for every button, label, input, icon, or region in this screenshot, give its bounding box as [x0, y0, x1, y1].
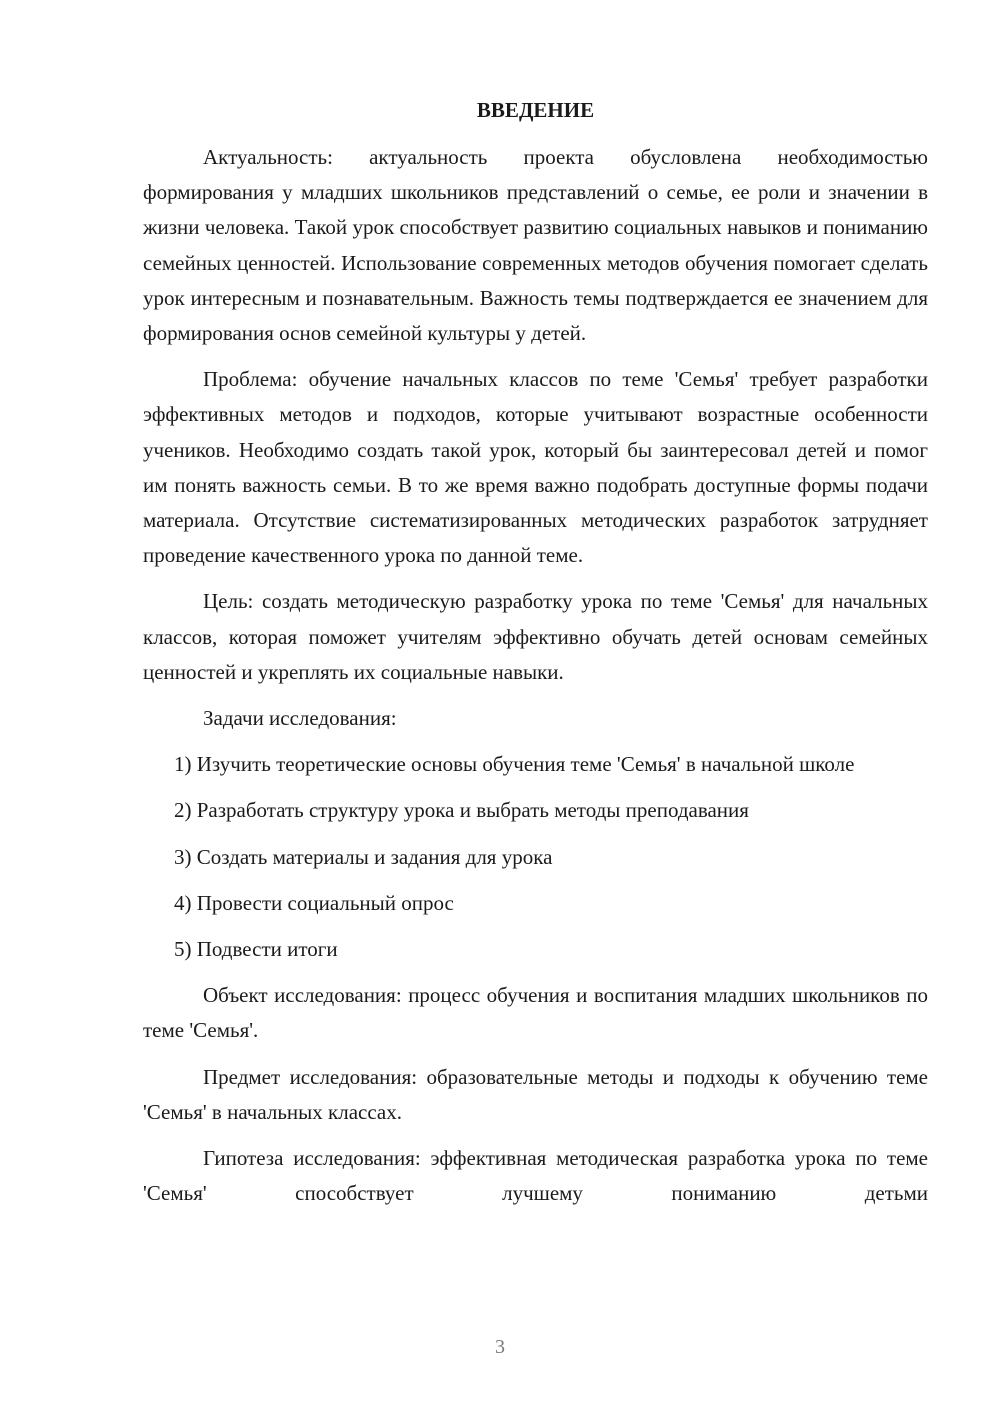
task-item-3: 3) Создать материалы и задания для урока — [174, 844, 553, 869]
paragraph-goal: Цель: создать методическую разработку урока по теме 'Семья' для начальных классов, которая поможет учителям эффективно обучать детей основам семейных ценностей и укреплять их социальные навыки. — [143, 589, 928, 684]
document-page — [143, 92, 928, 1222]
paragraph-problem: Проблема: обучение начальных классов по теме 'Семья' требует разработки эффективных методов и подходов, которые учитывают возрастные особенности учеников. Необходимо создать такой урок, который бы заинтересовал детей и помог им понять важность семьи. В то же время важно подобрать доступные формы подачи материала. Отсутствие систематизированных методических разработок затрудняет проведение качественного урока по данной теме. — [143, 367, 928, 568]
task-item-5: 5) Подвести итоги — [174, 937, 338, 962]
paragraph-subject: Предмет исследования: образовательные методы и подходы к обучению теме 'Семья' в начальных классах. — [143, 1064, 928, 1124]
page-number: 3 — [495, 1336, 505, 1358]
paragraph-hypothesis: Гипотеза исследования: эффективная методическая разработка урока по теме 'Семья' способствует лучшему пониманию детьми — [143, 1146, 928, 1206]
task-item-2: 2) Разработать структуру урока и выбрать методы преподавания — [174, 798, 749, 823]
paragraph-relevance: Актуальность: актуальность проекта обусловлена необходимостью формирования у младших школьников представлений о семье, ее роли и значении в жизни человека. Такой урок способствует развитию социальных навыков и пониманию семейных ценностей. Использование современных методов обучения помогает сделать урок интересным и познавательным. Важность темы подтверждается ее значением для формирования основ семейной культуры у детей. — [143, 145, 928, 346]
task-item-4: 4) Провести социальный опрос — [174, 890, 454, 915]
tasks-heading: Задачи исследования: — [203, 706, 397, 731]
paragraph-object: Объект исследования: процесс обучения и воспитания младших школьников по теме 'Семья'. — [143, 983, 928, 1043]
task-item-1: 1) Изучить теоретические основы обучения теме 'Семья' в начальной школе — [174, 752, 855, 777]
section-title: ВВЕДЕНИЕ — [476, 98, 595, 122]
